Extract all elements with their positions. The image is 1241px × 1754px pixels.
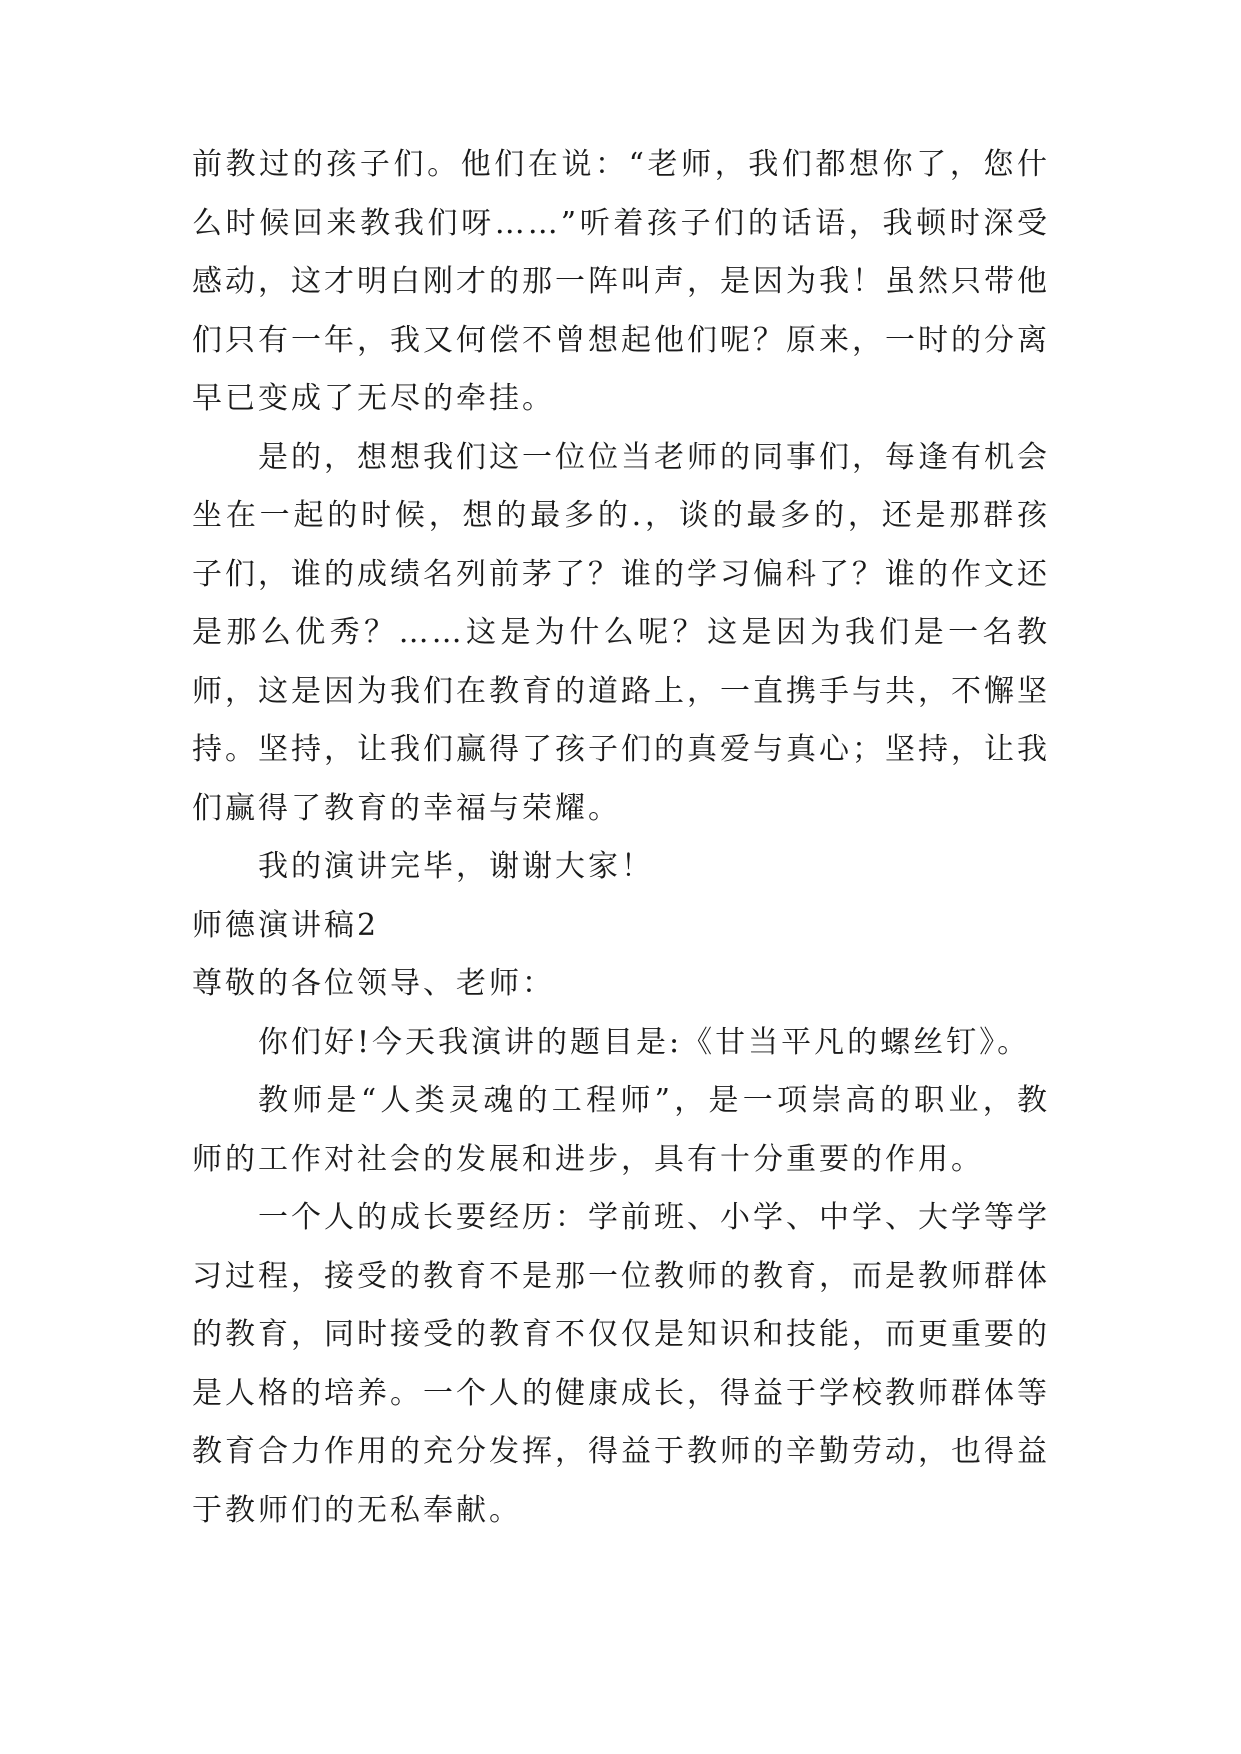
- paragraph-continuation: 前教过的孩子们。他们在说：“老师，我们都想你了，您什么时候回来教我们呀……”听着孩子们的话语，我顿时深受感动，这才明白刚才的那一阵叫声，是因为我！虽然只带他们只有一年，我又何偿不曾想起他们呢？原来，一时的分离早已变成了无尽的牵挂。: [192, 147, 1050, 416]
- paragraph-closing: 我的演讲完毕，谢谢大家！: [258, 849, 654, 884]
- paragraph-greeting: 你们好!今天我演讲的题目是:《甘当平凡的螺丝钉》。: [258, 1024, 1031, 1060]
- section-heading: 师德演讲稿2: [192, 907, 380, 943]
- paragraph-teacher-role: 教师是“人类灵魂的工程师”，是一项崇高的职业，教师的工作对社会的发展和进步，具有十分重要的作用。: [192, 1083, 1050, 1177]
- paragraph-persistence: 是的，想想我们这一位位当老师的同事们，每逢有机会坐在一起的时候，想的最多的.，谈的最多的，还是那群孩子们，谁的成绩名列前茅了？谁的学习偏科了？谁的作文还是那么优秀？……这是为什么呢？这是因为我们是一名教师，这是因为我们在教育的道路上，一直携手与共，不懈坚持。坚持，让我们赢得了孩子们的真爱与真心；坚持，让我们赢得了教育的幸福与荣耀。: [192, 439, 1050, 826]
- document-body: [192, 136, 1050, 1540]
- salutation: 尊敬的各位领导、老师：: [192, 966, 555, 1001]
- paragraph-growth: 一个人的成长要经历：学前班、小学、中学、大学等学习过程，接受的教育不是那一位教师的教育，而是教师群体的教育，同时接受的教育不仅仅是知识和技能，而更重要的是人格的培养。一个人的健康成长，得益于学校教师群体等教育合力作用的充分发挥，得益于教师的辛勤劳动，也得益于教师们的无私奉献。: [192, 1200, 1050, 1528]
